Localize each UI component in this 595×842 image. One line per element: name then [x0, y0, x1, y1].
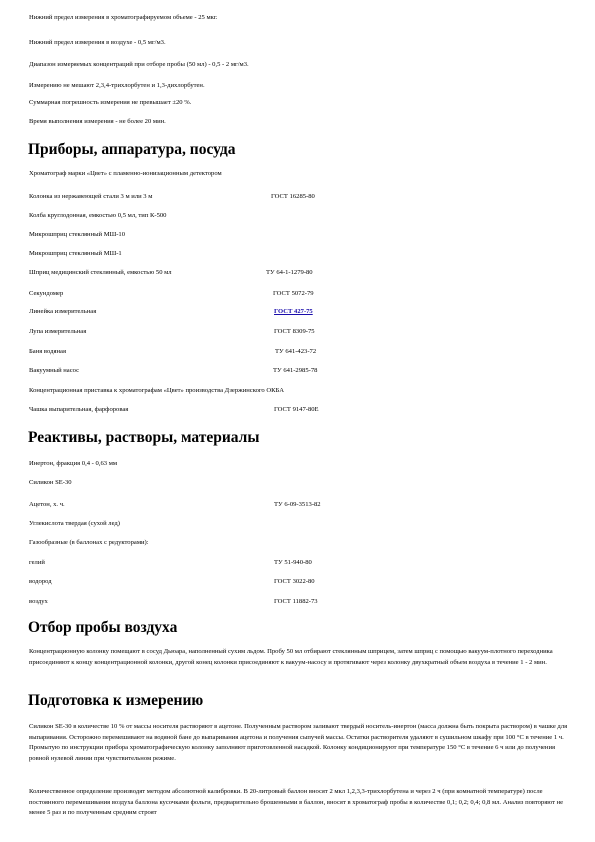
reagent-row: [29, 578, 569, 586]
equipment-row: [29, 170, 569, 178]
equipment-row: [29, 290, 569, 298]
reagent-name: Газообразные (в баллонах с редукторами):: [29, 539, 149, 546]
reagent-standard: ТУ 51-940-80: [274, 559, 312, 566]
equipment-name: Лупа измерительная: [29, 328, 87, 335]
equipment-row: [29, 212, 569, 220]
equipment-standard: ГОСТ 5072-79: [273, 290, 314, 297]
reagent-name: Инертон, фракция 0,4 - 0,63 мм: [29, 460, 118, 467]
intro-line: Время выполнения измерения - не более 20 мин.: [29, 118, 166, 125]
section-heading-reagents: Реактивы, растворы, материалы: [28, 429, 260, 446]
equipment-standard: ТУ 64-1-1279-80: [266, 269, 313, 276]
equipment-row: [29, 250, 569, 258]
reagent-row: [29, 460, 569, 468]
equipment-row: [29, 231, 569, 239]
equipment-row: [29, 406, 569, 414]
equipment-row: [29, 367, 569, 375]
reagent-row: [29, 598, 569, 606]
reagent-row: [29, 520, 569, 528]
equipment-row: [29, 193, 569, 201]
equipment-name: Чашка выпарительная, фарфоровая: [29, 406, 129, 413]
reagent-standard: ГОСТ 3022-80: [274, 578, 315, 585]
reagent-name: Ацетон, х. ч.: [29, 501, 65, 508]
preparation-paragraph: Силикон SE-30 в количестве 10 % от массы носителя растворяют в ацетоне. Полученным раствором заливают твердый носитель-инертон (масса должна быть покрыта раствором) в чашке для выпаривания. Осторожно перемешивают на водяной бане до выпаривания ацетона и получения сыпучей массы. Остатки растворителя удаляют в сушильном шкафу при 100 °С в течение 1 ч. Промытую по инструкции прибора хроматографическую колонку заполняют приготовленной насадкой. Колонку кондиционируют при температуре 150 °С в течение 6 ч или до получения ровной нулевой линии при чувствительном режиме.: [29, 723, 568, 762]
equipment-standard: ТУ 641-2985-78: [273, 367, 318, 374]
reagent-row: [29, 479, 569, 487]
section-heading-sampling: Отбор пробы воздуха: [28, 619, 178, 636]
equipment-standard: ГОСТ 9147-80Е: [274, 406, 319, 413]
equipment-name: Секундомер: [29, 290, 64, 297]
equipment-row: [29, 269, 569, 277]
reagent-name: Силикон SE-30: [29, 479, 72, 486]
preparation-paragraph: Количественное определение производят методом абсолютной калибровки. В 20-литровый баллон вносят 2 мкл 1,2,3,3-трихлорбутена и через 2 ч (при комнатной температуре) после постоянного перемешивания воздуха баллона кусочками фольги, предварительно брошенными в баллон, вносят в хроматограф пробы в количестве 0,1; 0,2; 0,4; 0,8 мл. Анализ повторяют не менее 5 раз и по полученным средним строят: [29, 788, 564, 816]
equipment-name: Колба круглодонная, емкостью 0,5 мл, тип К-500: [29, 212, 167, 219]
equipment-standard: ГОСТ 8309-75: [274, 328, 315, 335]
reagent-name: воздух: [29, 598, 48, 605]
equipment-row: [29, 387, 569, 395]
equipment-name: Шприц медицинский стеклянный, емкостью 50 мл: [29, 269, 172, 276]
equipment-row: [29, 328, 569, 336]
reagent-row: [29, 501, 569, 509]
equipment-standard: ТУ 641-423-72: [275, 348, 317, 355]
equipment-name: Микрошприц стеклянный МШ-1: [29, 250, 122, 257]
standard-link[interactable]: ГОСТ 427-75: [274, 308, 313, 315]
equipment-row: [29, 308, 569, 316]
reagent-name: гелий: [29, 559, 45, 566]
intro-line: Нижний предел измерения в хроматографируемом объеме - 25 мкг.: [29, 14, 218, 21]
reagent-standard: ТУ 6-09-3513-82: [274, 501, 321, 508]
equipment-name: Баня водяная: [29, 348, 66, 355]
section-heading-preparation: Подготовка к измерению: [28, 692, 204, 709]
reagent-row: [29, 559, 569, 567]
intro-line: Диапазон измеряемых концентраций при отборе пробы (50 мл) - 0,5 - 2 мг/м3.: [29, 61, 249, 68]
reagent-standard: ГОСТ 11882-73: [274, 598, 318, 605]
equipment-name: Колонка из нержавеющей стали 3 м или 3 м: [29, 193, 153, 200]
equipment-row: [29, 348, 569, 356]
equipment-name: Линейка измерительная: [29, 308, 97, 315]
reagent-name: водород: [29, 578, 52, 585]
equipment-name: Хроматограф марки «Цвет» с пламенно-ионизационным детектором: [29, 170, 222, 177]
equipment-standard: ГОСТ 16285-80: [271, 193, 315, 200]
section-heading-equipment: Приборы, аппаратура, посуда: [28, 141, 236, 158]
intro-line: Измерению не мешают 2,3,4-трихлорбутен и 1,3-дихлорбутен.: [29, 82, 205, 89]
equipment-name: Вакуумный насос: [29, 367, 80, 374]
equipment-name: Концентрационная приставка к хроматографам «Цвет» производства Дзержинского ОКБА: [29, 387, 284, 394]
reagent-name: Углекислота твердая (сухой лед): [29, 520, 120, 527]
sampling-paragraph: Концентрационную колонку помещают в сосуд Дьюара, наполненный сухим льдом. Пробу 50 мл отбирают стеклянным шприцем, затем шприц с помощью вакуум-плотного переходника присоединяют к концу концентрационной колонки, другой конец колонки присоединяют к вакуум-насосу и протягивают через колонку двухкратный объем воздуха в течение 1 - 2 мин.: [29, 648, 553, 666]
intro-line: Нижний предел измерения в воздухе - 0,5 мг/м3.: [29, 39, 166, 46]
reagent-row: [29, 539, 569, 547]
equipment-name: Микрошприц стеклянный МШ-10: [29, 231, 126, 238]
intro-line: Суммарная погрешность измерения не превышает ±20 %.: [29, 99, 192, 106]
